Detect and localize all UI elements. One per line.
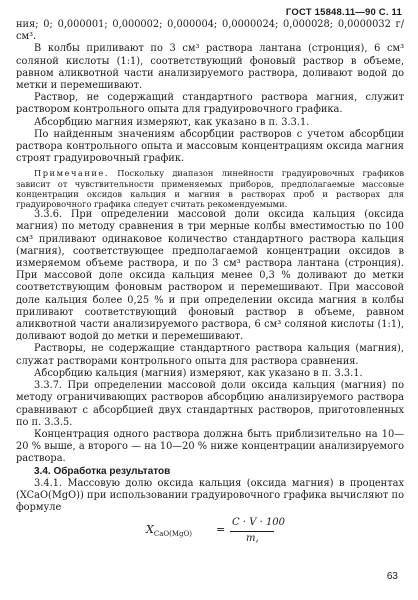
paragraph-absorption-ca: Абсорбцию кальция (магния) измеряют, как указано в п. 3.3.1. (34, 367, 363, 379)
paragraph-3-3-6: 3.3.6. При определении массовой доли оксида кальция (оксида магния) по методу сравнения в три мерные колбы вместимостью по 100 см³ приливают одинаковое количество стандартного раствора кальция (магния), соответствующее предполагаемой концентрации оксидов в измеряемом объеме раствора, и по 3 см³ раствора лантана (стронция). При массовой доле оксида кальция менее 0,3 % доливают до метки соответствующим фоновым раствором и перемешивают. При массовой доле кальция более 0,25 % и при определении оксида магния в колбы приливают соответствующий фоновый раствор в объеме, равном аликвотной части анализируемого раствора, 6 см³ соляной кислоты (1:1), доливают водой до метки и перемешивают. (16, 209, 404, 343)
page-number: 63 (386, 571, 398, 582)
formula-denominator: m, (246, 533, 259, 544)
formula-lhs: $X_{CaO(MgO)}$ (146, 523, 192, 539)
paragraph-continuation: ния; 0; 0,000001; 0,000002; 0,000004; 0,0000024; 0,000028; 0,0000032 г/см³. (16, 19, 404, 43)
paragraph-3-4-1: 3.4.1. Массовую долю оксида кальция (оксида магния) в процентах (XCaO(MgO)) при использовании градуировочного графика вычисляют по формуле (16, 477, 404, 514)
note (16, 168, 404, 209)
page-header: ГОСТ 15848.11—90 С. 11 (285, 7, 402, 18)
paragraph-control-solution: Раствор, не содержащий стандартного раствора магния, служит раствором контрольного опыта для градуировочного графика. (16, 92, 404, 116)
formula-equals: = (216, 523, 226, 536)
section-heading: 3.4. Обработка результатов (34, 465, 171, 477)
paragraph-calibration-graph: По найденным значениям абсорбции растворов с учетом абсорбции раствора контрольного опыта и массовым концентрациям оксида магния строят градуировочный график. (16, 128, 404, 165)
paragraph-3-3-7: 3.3.7. При определении массовой доли оксида кальция (магния) по методу ограничивающих растворов абсорбцию анализируемого раствора сравнивают с абсорбцией двух стандартных растворов, приготовленных по п. 3.3.5. (16, 380, 404, 428)
formula (146, 517, 286, 547)
page-content (16, 19, 404, 514)
fraction-bar (230, 531, 274, 532)
formula-numerator: C · V · 100 (232, 517, 286, 528)
paragraph-concentration: Концентрация одного раствора должна быть приблизительно на 10—20 % выше, а второго — на 10—20 % ниже концентрации анализируемого раствора. (16, 428, 404, 465)
paragraph-flasks-lanthanum: В колбы приливают по 3 см³ раствора лантана (стронция), 6 см³ соляной кислоты (1:1), соответствующий фоновый раствор в объеме, равном аликвотной части анализируемого раствора, доливают водой до метки и перемешивают. (16, 43, 404, 92)
note-text: Поскольку диапазон линейности градуировочных графиков зависит от чувствительности применяемых приборов, предполагаемые массовые концентрации оксидов кальция и магния в растворах проб и растворах для градуировочного графика следует считать рекомендуемыми. (16, 168, 405, 210)
note-label: Примечание. (34, 168, 109, 179)
paragraph-reference-control: Растворы, не содержащие стандартного раствора кальция (магния), служат растворами контрольного опыта для раствора сравнения. (16, 343, 404, 367)
formula-subscript: CaO(MgO) (153, 530, 192, 539)
paragraph-absorption-mg: Абсорбцию магния измеряют, как указано в п. 3.3.1. (34, 116, 310, 128)
